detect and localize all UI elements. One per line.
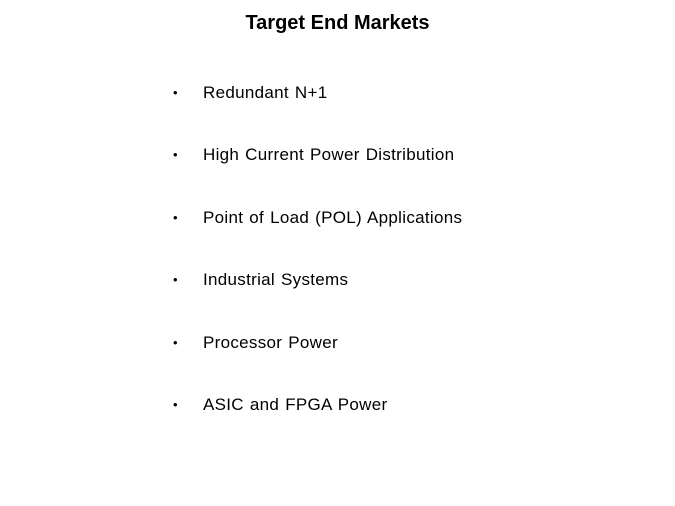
slide-title: Target End Markets (245, 12, 430, 34)
bullet-icon: • (173, 396, 178, 412)
bullet-icon: • (173, 147, 178, 163)
bullet-icon: • (173, 85, 178, 100)
list-item-label: High Current Power Distribution (203, 145, 455, 165)
list-item-label: Industrial Systems (203, 270, 349, 290)
list-item (170, 394, 462, 456)
list-item (170, 144, 462, 206)
target-markets-list (170, 82, 462, 456)
list-item (170, 332, 462, 394)
list-item (170, 269, 462, 331)
list-item (170, 207, 462, 269)
list-item (170, 82, 462, 144)
list-item-label: ASIC and FPGA Power (203, 394, 388, 414)
bullet-icon: • (173, 209, 178, 225)
bullet-icon: • (173, 272, 178, 288)
bullet-icon: • (173, 334, 178, 350)
list-item-label: Processor Power (203, 332, 338, 352)
list-item-label: Redundant N+1 (203, 83, 328, 102)
list-item-label: Point of Load (POL) Applications (203, 207, 463, 227)
